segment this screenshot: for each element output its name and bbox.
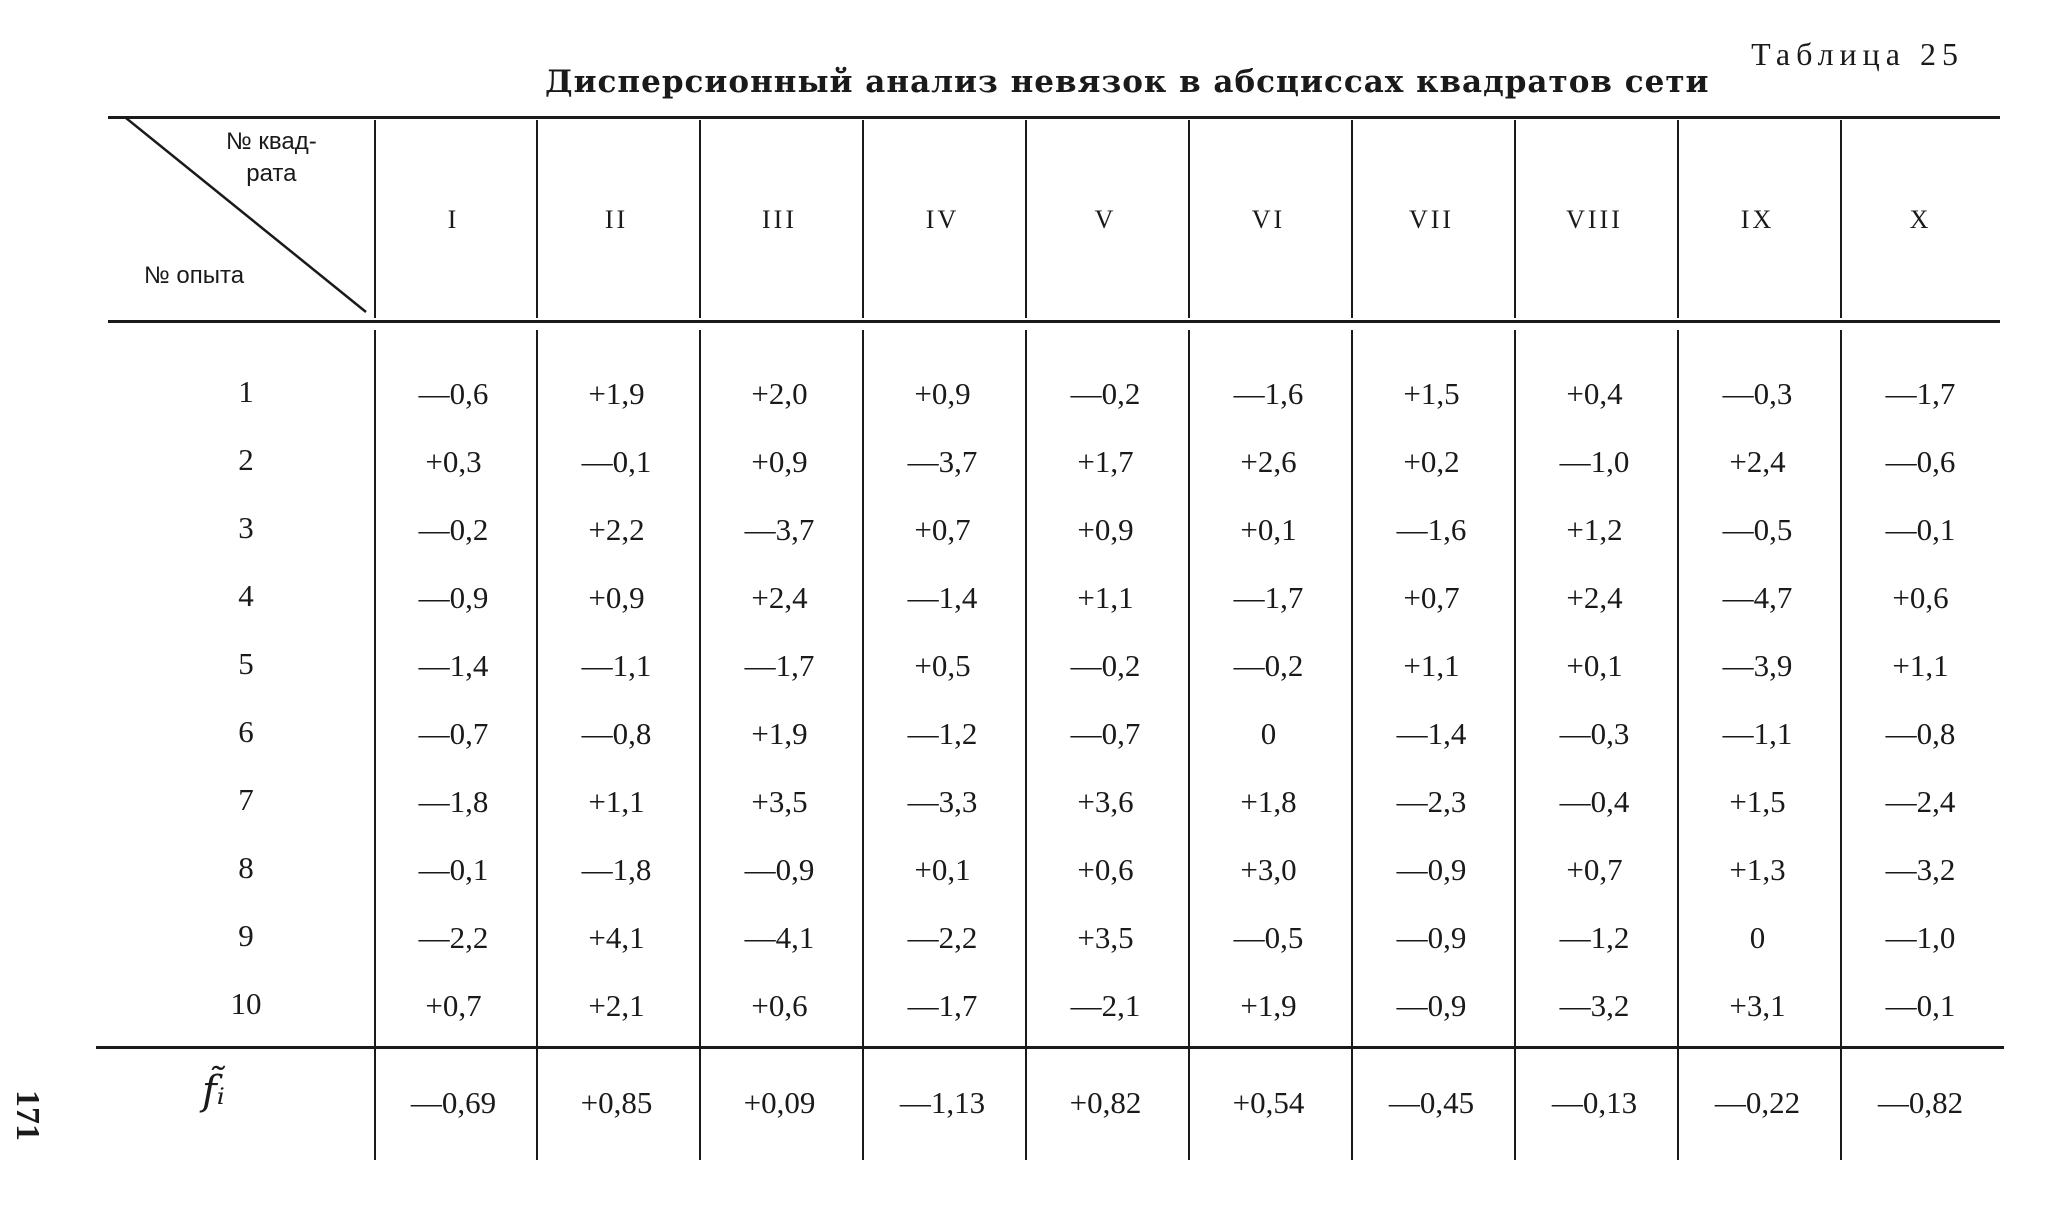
column-divider [1514,120,1516,318]
table-cell: —3,7 [744,512,815,547]
table-cell: —1,4 [907,580,978,615]
table-cell: —1,1 [1722,716,1793,751]
column-header: IV [925,205,960,234]
column-divider [699,120,701,318]
table-cell: —1,0 [1885,920,1956,955]
table-cell: +3,1 [1729,988,1786,1023]
table-cell: —1,2 [907,716,978,751]
table-cell: —1,6 [1233,376,1304,411]
table-cell: —0,9 [1396,920,1467,955]
table-cell: —0,5 [1722,512,1793,547]
column-divider [1840,330,1842,1160]
table-cell: +0,9 [1077,512,1134,547]
table-cell: —2,1 [1070,988,1141,1023]
table-cell: —0,1 [1885,512,1956,547]
table-cell: —2,2 [907,920,978,955]
table-cell: —0,3 [1722,376,1793,411]
table-cell: 0 [1749,920,1766,955]
table-cell: +2,4 [1566,580,1623,615]
row-number: 8 [238,850,254,885]
table-cell: —0,8 [1885,716,1956,751]
column-divider [374,120,376,318]
table-cell: —3,9 [1722,648,1793,683]
summary-cell: —0,45 [1388,1085,1475,1120]
table-cell: —0,1 [1885,988,1956,1023]
table-cell: 0 [1260,716,1277,751]
table-cell: +0,1 [914,852,971,887]
table-cell: +2,4 [1729,444,1786,479]
table-cell: +1,1 [1077,580,1134,615]
table-cell: —0,2 [1070,648,1141,683]
table-cell: +0,7 [914,512,971,547]
column-divider [1351,120,1353,318]
table-cell: —3,7 [907,444,978,479]
column-divider [1677,120,1679,318]
table-cell: +0,7 [1566,852,1623,887]
column-header: II [604,205,629,234]
row-number: 3 [238,510,254,545]
table-cell: +2,2 [588,512,645,547]
column-divider [862,120,864,318]
page-title: Дисперсионный анализ невязок в абсциссах квадратов сети [545,64,1710,100]
table-cell: +0,6 [751,988,808,1023]
row-number: 9 [238,918,254,953]
column-header: V [1094,205,1117,234]
table-cell: —1,1 [581,648,652,683]
summary-cell: +0,85 [580,1085,653,1120]
column-divider [1025,120,1027,318]
table-cell: —0,2 [1233,648,1304,683]
table-cell: +0,1 [1240,512,1297,547]
table-cell: —0,9 [1396,988,1467,1023]
summary-label: f̃ᵢ [202,1068,225,1114]
column-divider [1840,120,1842,318]
row-number: 1 [238,374,254,409]
summary-cell: —0,82 [1877,1085,1964,1120]
table-cell: —1,7 [744,648,815,683]
table-cell: —0,4 [1559,784,1630,819]
table-cell: —2,4 [1885,784,1956,819]
table-cell: —1,8 [418,784,489,819]
table-label: Таблица 25 [1751,36,1964,72]
summary-cell: —1,13 [899,1085,986,1120]
summary-cell: +0,82 [1069,1085,1142,1120]
column-divider [699,330,701,1160]
table-cell: +0,9 [588,580,645,615]
page-number: 171 [9,1090,46,1141]
table-cell: —1,4 [1396,716,1467,751]
table-cell: +1,9 [751,716,808,751]
row-number: 4 [238,578,254,613]
table-cell: +1,5 [1729,784,1786,819]
table-cell: —0,6 [1885,444,1956,479]
column-divider [1514,330,1516,1160]
table-cell: +0,5 [914,648,971,683]
column-divider [1188,120,1190,318]
table-cell: +0,7 [1403,580,1460,615]
corner-header-square: № квад- рата [226,128,317,187]
table-cell: —3,3 [907,784,978,819]
summary-cell: +0,54 [1232,1085,1305,1120]
table-cell: +1,1 [1403,648,1460,683]
column-divider [374,330,376,1160]
table-cell: +1,2 [1566,512,1623,547]
summary-cell: —0,13 [1551,1085,1638,1120]
row-number: 2 [238,442,254,477]
corner-header-trial: № опыта [144,262,245,289]
summary-cell: —0,22 [1714,1085,1801,1120]
table-cell: —1,7 [1885,376,1956,411]
column-header: VI [1251,205,1286,234]
table-cell: +3,5 [1077,920,1134,955]
column-divider [1351,330,1353,1160]
table-cell: +1,3 [1729,852,1786,887]
column-divider [536,120,538,318]
table-cell: —4,7 [1722,580,1793,615]
table-cell: —0,1 [418,852,489,887]
table-cell: +3,5 [751,784,808,819]
column-divider [1677,330,1679,1160]
table-cell: —1,4 [418,648,489,683]
column-divider [536,330,538,1160]
table-cell: —1,7 [907,988,978,1023]
table-cell: —2,3 [1396,784,1467,819]
column-divider [1025,330,1027,1160]
table-cell: +0,4 [1566,376,1623,411]
table-cell: +1,1 [1892,648,1949,683]
table-cell: —1,7 [1233,580,1304,615]
table-cell: +0,6 [1077,852,1134,887]
table-cell: +1,9 [1240,988,1297,1023]
table-cell: —0,1 [581,444,652,479]
table-cell: —2,2 [418,920,489,955]
table-cell: —3,2 [1885,852,1956,887]
table-cell: +1,5 [1403,376,1460,411]
summary-cell: +0,09 [743,1085,816,1120]
table-cell: +0,2 [1403,444,1460,479]
table-cell: —3,2 [1559,988,1630,1023]
rule-summary-top [96,1046,2004,1049]
table-cell: +0,9 [914,376,971,411]
column-header: I [447,205,460,234]
column-header: VIII [1566,205,1623,234]
table-cell: —0,5 [1233,920,1304,955]
table-cell: +1,7 [1077,444,1134,479]
table-cell: —1,8 [581,852,652,887]
table-cell: —0,9 [418,580,489,615]
column-header: VII [1408,205,1455,234]
row-number: 7 [238,782,254,817]
table-cell: +2,6 [1240,444,1297,479]
table-cell: +2,4 [751,580,808,615]
column-header: IX [1740,205,1775,234]
table-cell: —0,3 [1559,716,1630,751]
table-cell: +2,0 [751,376,808,411]
table-cell: —4,1 [744,920,815,955]
table-cell: —1,0 [1559,444,1630,479]
table-cell: —0,7 [1070,716,1141,751]
table-cell: —0,8 [581,716,652,751]
table-cell: —0,6 [418,376,489,411]
table-cell: +1,9 [588,376,645,411]
table-cell: +0,3 [425,444,482,479]
summary-cell: —0,69 [410,1085,497,1120]
row-number: 5 [238,646,254,681]
table-cell: +3,6 [1077,784,1134,819]
table-cell: +0,1 [1566,648,1623,683]
table-cell: —0,9 [1396,852,1467,887]
row-number: 10 [230,986,262,1021]
table-cell: +4,1 [588,920,645,955]
table-cell: +2,1 [588,988,645,1023]
table-cell: +3,0 [1240,852,1297,887]
table-cell: —1,6 [1396,512,1467,547]
table-cell: —0,2 [418,512,489,547]
column-divider [1188,330,1190,1160]
table-cell: +0,6 [1892,580,1949,615]
table-cell: —0,7 [418,716,489,751]
table-cell: +0,7 [425,988,482,1023]
table-cell: +1,1 [588,784,645,819]
column-divider [862,330,864,1160]
row-number: 6 [238,714,254,749]
table-cell: —0,9 [744,852,815,887]
table-cell: +0,9 [751,444,808,479]
table-cell: —1,2 [1559,920,1630,955]
table-cell: —0,2 [1070,376,1141,411]
column-header: X [1909,205,1932,234]
column-header: III [762,205,797,234]
table-cell: +1,8 [1240,784,1297,819]
